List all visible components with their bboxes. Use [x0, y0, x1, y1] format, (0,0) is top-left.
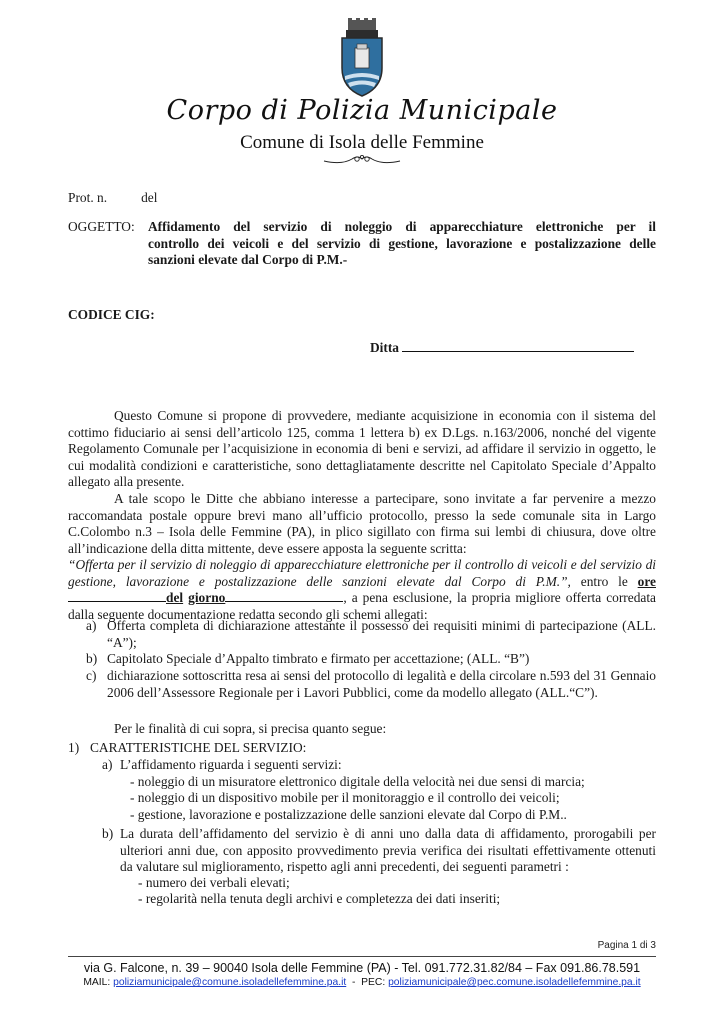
parameter-item — [138, 875, 290, 892]
pec-label: PEC: — [361, 977, 386, 988]
flourish-ornament-icon — [322, 152, 402, 166]
page-number: Pagina 1 di 3 — [597, 940, 656, 951]
instructions-paragraph: A tale scopo le Ditte che abbiano interesse a partecipare, sono invitate a far pervenire a mezzo raccomandata postale oppure brevi mano all’ufficio protocollo, presso la sede comunale sita in Largo C.Colombo n.3 – Isola delle Femmine (PA), in plico sigillato con firma sui lembi di chiusura, dove oltre all’indicazione della ditta mittente, deve essere apposta la seguente scritta: — [68, 491, 656, 556]
subject-text — [148, 219, 656, 269]
attachment-item — [86, 618, 656, 651]
mail-link[interactable]: poliziamunicipale@comune.isoladellefemmine.pa.it — [113, 977, 347, 988]
protocol-line — [68, 190, 157, 207]
organization-title: Corpo di Polizia Municipale — [166, 95, 558, 126]
protocol-label: Prot. n. — [68, 190, 108, 205]
deadline-date-blank — [225, 590, 343, 602]
attachment-text: Offerta completa di dichiarazione attestante il possesso dei requisiti minimi di partecipazione (ALL. “A”); — [107, 618, 656, 650]
service-item-text: L’affidamento riguarda i seguenti servizi: — [120, 757, 342, 772]
parameter-text: numero dei verbali elevati; — [145, 875, 290, 890]
list-marker: a) — [102, 757, 113, 772]
list-marker: c) — [86, 668, 97, 683]
footer-contacts — [0, 977, 724, 988]
service-bullet: - noleggio di un dispositivo mobile per il monitoraggio e il controllo dei veicoli; — [130, 790, 560, 805]
envelope-inscription: “Offerta per il servizio di noleggio di apparecchiature elettroniche per il controllo di veicoli e del servizio di gestione, lavorazione e postalizzazione delle sanzioni elevate dal Corpo di P.M.”, — [68, 557, 656, 589]
mail-label: MAIL: — [83, 977, 111, 988]
duration-item — [102, 826, 656, 876]
subject-label: OGGETTO: — [68, 219, 135, 234]
deadline-rest: , a pena esclusione, la propria migliore offerta corredata dalla seguente documentazione redatta secondo gli schemi allegati: — [68, 590, 656, 622]
footer-separator: - — [351, 977, 356, 988]
duration-text: La durata dell’affidamento del servizio è di anni uno dalla data di affidamento, prorogabili per ulteriori anni due, con apposito provvedimento previa verifica dei risultati effettivamente ottenuti da valutare sul miglioramento, rispetto agli anni precedenti, dei seguenti parametri : — [120, 826, 656, 875]
subject-line: sanzioni elevate dal Corpo di P.M.- — [148, 252, 348, 268]
organization-subtitle: Comune di Isola delle Femmine — [240, 132, 484, 153]
attachment-item — [86, 668, 656, 701]
section-heading — [68, 740, 656, 757]
company-blank-line — [402, 339, 634, 352]
list-marker: b) — [102, 826, 114, 841]
company-field — [370, 339, 634, 357]
municipal-crest-icon — [336, 18, 388, 98]
deadline-hour-blank — [68, 590, 166, 602]
pec-link[interactable]: poliziamunicipale@pec.comune.isoladellefemmine.pa.it — [388, 977, 641, 988]
protocol-date-label: del — [141, 190, 158, 205]
footer-divider — [68, 956, 656, 957]
dash-marker: - — [138, 875, 146, 890]
section-number: 1) — [68, 740, 80, 755]
service-item — [102, 757, 656, 774]
section-title: CARATTERISTICHE DEL SERVIZIO: — [90, 740, 307, 755]
deadline-intro: entro le — [580, 573, 628, 589]
list-marker: b) — [86, 651, 98, 666]
dash-marker: - — [138, 891, 146, 906]
list-marker: a) — [86, 618, 97, 633]
subject-line: controllo dei veicoli e del servizio di gestione, lavorazione e postalizzazione delle — [148, 235, 656, 251]
deadline-day-label: del — [166, 590, 184, 606]
clarification-paragraph: Per le finalità di cui sopra, si precisa quanto segue: — [114, 721, 387, 736]
cig-code-label: CODICE CIG: — [68, 307, 155, 322]
intro-paragraph: Questo Comune si propone di provvedere, mediante acquisizione in economia con il sistema del cottimo fiduciario ai sensi dell’articolo 125, comma 1 lettera b) ex D.Lgs. n.163/2006, nonché del vigente Regolamento Comunale per l’acquisizione in economia di beni e servizi, ad affidare il servizio in oggetto, le cui modalità condizioni e caratteristiche, sono dettagliatamente descritte nel Capitolato Speciale d’Appalto allegato alla presente. — [68, 408, 656, 490]
service-bullet: - noleggio di un misuratore elettronico digitale della velocità nei due sensi di marcia; — [130, 774, 585, 789]
attachment-item — [86, 651, 656, 668]
envelope-paragraph — [68, 557, 656, 623]
attachment-text: dichiarazione sottoscritta resa ai sensi del protocollo di legalità e della circolare n.593 del 31 Gennaio 2006 dell’Assessore Regionale per i Lavori Pubblici, come da modello allegato (ALL.“C”). — [107, 668, 656, 700]
deadline-date-label: giorno — [188, 590, 226, 606]
attachment-text: Capitolato Speciale d’Appalto timbrato e firmato per accettazione; (ALL. “B”) — [107, 651, 530, 666]
service-bullet: - gestione, lavorazione e postalizzazione delle sanzioni elevate dal Corpo di P.M.. — [130, 807, 567, 822]
company-label: Ditta — [370, 340, 400, 355]
subject-line: Affidamento del servizio di noleggio di apparecchiature elettroniche per il — [148, 219, 656, 234]
footer-address: via G. Falcone, n. 39 – 90040 Isola delle Femmine (PA) - Tel. 091.772.31.82/84 – Fax 091.86.78.591 — [83, 961, 641, 975]
deadline-hour-label: ore — [637, 573, 656, 589]
parameter-text: regolarità nella tenuta degli archivi e completezza dei dati inseriti; — [145, 891, 501, 906]
parameter-item — [138, 891, 500, 908]
